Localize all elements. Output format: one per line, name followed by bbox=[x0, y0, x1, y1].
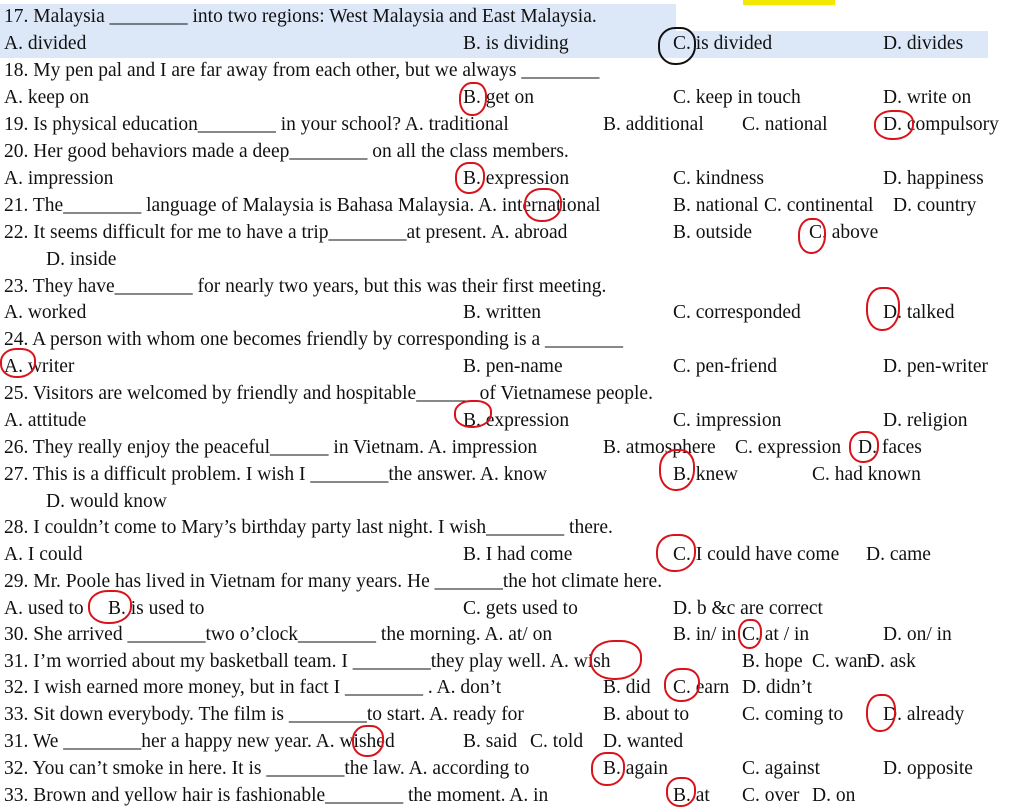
answer-option: B. written bbox=[463, 302, 541, 323]
answer-option: D. write on bbox=[883, 87, 972, 108]
answer-option: C. pen-friend bbox=[673, 356, 777, 377]
answer-option: D. on/ in bbox=[883, 624, 952, 645]
question-text: 29. Mr. Poole has lived in Vietnam for many years. He _______the hot climate here. bbox=[4, 571, 663, 592]
question-line-q29 bbox=[0, 569, 1024, 595]
answer-option: D. happiness bbox=[883, 168, 984, 189]
answer-option: D. opposite bbox=[883, 758, 973, 779]
question-text: 24. A person with whom one becomes friendly by corresponding is a ________ bbox=[4, 329, 624, 350]
question-line-q32 bbox=[0, 675, 1024, 701]
question-text: A. attitude bbox=[4, 410, 87, 431]
question-line-q23 bbox=[0, 274, 1024, 300]
question-line-q22-d bbox=[0, 247, 1024, 273]
question-text: 31. We ________her a happy new year. A. wished bbox=[4, 731, 395, 752]
answer-option: C. earn bbox=[673, 677, 730, 698]
answer-option: C. want bbox=[812, 651, 873, 672]
question-text: 21. The________ language of Malaysia is Bahasa Malaysia. A. international bbox=[4, 195, 601, 216]
question-text: 19. Is physical education________ in your school? A. traditional bbox=[4, 114, 509, 135]
answer-option: B. atmosphere bbox=[603, 437, 716, 458]
answer-option: D. faces bbox=[858, 437, 922, 458]
answer-option: D. talked bbox=[883, 302, 955, 323]
question-text: A. impression bbox=[4, 168, 114, 189]
answer-option: D. wanted bbox=[603, 731, 684, 752]
answer-option: D. pen-writer bbox=[883, 356, 989, 377]
question-line-q20-opts bbox=[0, 166, 1024, 192]
answer-option: C. told bbox=[530, 731, 584, 752]
question-line-q33b bbox=[0, 783, 1024, 809]
answer-option: C. I could have come bbox=[673, 544, 840, 565]
answer-option: B. expression bbox=[463, 410, 570, 431]
answer-option: B. in/ in bbox=[673, 624, 737, 645]
answer-option: C. expression bbox=[735, 437, 842, 458]
answer-option: C. corresponded bbox=[673, 302, 801, 323]
question-line-q23-opts bbox=[0, 300, 1024, 326]
question-line-q27-d bbox=[0, 489, 1024, 515]
answer-option: C. had known bbox=[812, 464, 921, 485]
question-text: 25. Visitors are welcomed by friendly and hospitable______ of Vietnamese people. bbox=[4, 383, 653, 404]
question-line-q22 bbox=[0, 220, 1024, 246]
question-line-q27 bbox=[0, 462, 1024, 488]
question-line-q30 bbox=[0, 622, 1024, 648]
question-line-q28-opts bbox=[0, 542, 1024, 568]
answer-option: D. didn’t bbox=[742, 677, 813, 698]
question-line-q26 bbox=[0, 435, 1024, 461]
answer-option: C. above bbox=[809, 222, 879, 243]
answer-option: D. religion bbox=[883, 410, 968, 431]
answer-option: C. national bbox=[742, 114, 828, 135]
question-text: D. would know bbox=[46, 491, 167, 512]
question-line-q18-opts bbox=[0, 85, 1024, 111]
answer-option: C. coming to bbox=[742, 704, 844, 725]
answer-option: B. is dividing bbox=[463, 33, 569, 54]
question-line-q24 bbox=[0, 327, 1024, 353]
question-text: 17. Malaysia ________ into two regions: West Malaysia and East Malaysia. bbox=[4, 6, 597, 27]
answer-option: D. on bbox=[812, 785, 856, 806]
answer-option: C. kindness bbox=[673, 168, 765, 189]
question-line-q31 bbox=[0, 649, 1024, 675]
answer-option: D. came bbox=[866, 544, 931, 565]
answer-option: B. is used to bbox=[108, 598, 205, 619]
answer-option: C. keep in touch bbox=[673, 87, 801, 108]
question-text: 23. They have________ for nearly two years, but this was their first meeting. bbox=[4, 276, 607, 297]
answer-option: B. about to bbox=[603, 704, 690, 725]
question-line-q24-opts bbox=[0, 354, 1024, 380]
question-line-q21 bbox=[0, 193, 1024, 219]
answer-option: B. get on bbox=[463, 87, 534, 108]
answer-option: D. already bbox=[883, 704, 965, 725]
question-line-q29-opts bbox=[0, 596, 1024, 622]
answer-option: B. again bbox=[603, 758, 668, 779]
question-text: A. keep on bbox=[4, 87, 90, 108]
question-text: A. used to bbox=[4, 598, 84, 619]
question-text: 32. You can’t smoke in here. It is ________the law. A. according to bbox=[4, 758, 530, 779]
question-line-q17-opts bbox=[0, 31, 1024, 57]
answer-option: D. compulsory bbox=[883, 114, 999, 135]
answer-option: B. did bbox=[603, 677, 651, 698]
answer-option: B. expression bbox=[463, 168, 570, 189]
question-text: A. worked bbox=[4, 302, 87, 323]
question-text: 33. Sit down everybody. The film is ________to start. A. ready for bbox=[4, 704, 524, 725]
question-line-q31b bbox=[0, 729, 1024, 755]
question-text: 27. This is a difficult problem. I wish I ________the answer. A. know bbox=[4, 464, 548, 485]
answer-option: B. knew bbox=[673, 464, 738, 485]
question-text: A. I could bbox=[4, 544, 83, 565]
answer-option: B. national bbox=[673, 195, 759, 216]
question-line-q33 bbox=[0, 702, 1024, 728]
question-line-q25-opts bbox=[0, 408, 1024, 434]
question-text: 33. Brown and yellow hair is fashionable________ the moment. A. in bbox=[4, 785, 549, 806]
question-line-q25 bbox=[0, 381, 1024, 407]
question-text: 32. I wish earned more money, but in fact I ________ . A. don’t bbox=[4, 677, 502, 698]
answer-option: C. at / in bbox=[742, 624, 810, 645]
question-text: 26. They really enjoy the peaceful______ in Vietnam. A. impression bbox=[4, 437, 538, 458]
answer-option: B. I had come bbox=[463, 544, 573, 565]
question-line-q19 bbox=[0, 112, 1024, 138]
question-text: 20. Her good behaviors made a deep________ on all the class members. bbox=[4, 141, 569, 162]
answer-option: C. over bbox=[742, 785, 800, 806]
answer-option: B. additional bbox=[603, 114, 704, 135]
answer-option: B. pen-name bbox=[463, 356, 563, 377]
question-text: A. writer bbox=[4, 356, 75, 377]
answer-option: D. country bbox=[893, 195, 977, 216]
answer-option: B. outside bbox=[673, 222, 753, 243]
answer-option: C. continental bbox=[764, 195, 874, 216]
question-text: 22. It seems difficult for me to have a trip________at present. A. abroad bbox=[4, 222, 568, 243]
answer-option: C. impression bbox=[673, 410, 782, 431]
question-text: A. divided bbox=[4, 33, 87, 54]
question-line-q28 bbox=[0, 515, 1024, 541]
question-text: D. inside bbox=[46, 249, 117, 270]
question-text: 30. She arrived ________two o’clock________ the morning. A. at/ on bbox=[4, 624, 553, 645]
question-line-q32b bbox=[0, 756, 1024, 782]
question-text: 28. I couldn’t come to Mary’s birthday party last night. I wish________ there. bbox=[4, 517, 613, 538]
answer-option: B. hope bbox=[742, 651, 803, 672]
answer-option: C. gets used to bbox=[463, 598, 578, 619]
answer-option: B. said bbox=[463, 731, 518, 752]
question-text: 18. My pen pal and I are far away from each other, but we always ________ bbox=[4, 60, 600, 81]
answer-option: D. b &c are correct bbox=[673, 598, 823, 619]
answer-option: D. ask bbox=[866, 651, 916, 672]
question-line-q18 bbox=[0, 58, 1024, 84]
answer-option: B. at bbox=[673, 785, 710, 806]
question-text: 31. I’m worried about my basketball team. I ________they play well. A. wish bbox=[4, 651, 611, 672]
answer-option: C. is divided bbox=[673, 33, 773, 54]
question-line-q20 bbox=[0, 139, 1024, 165]
answer-option: C. against bbox=[742, 758, 820, 779]
answer-option: D. divides bbox=[883, 33, 964, 54]
question-line-q17 bbox=[0, 4, 1024, 30]
